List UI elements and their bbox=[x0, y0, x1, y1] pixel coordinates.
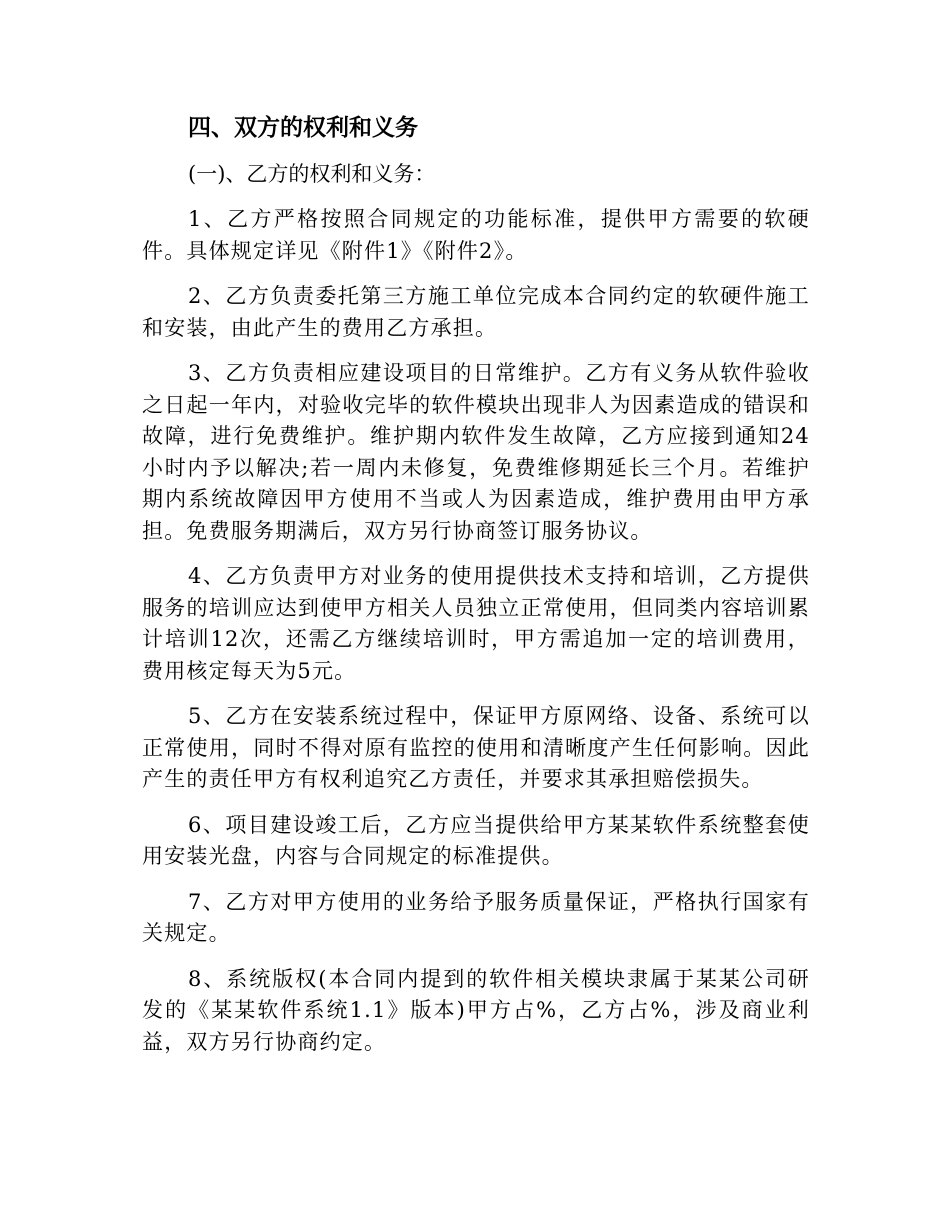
section-heading: 四、双方的权利和义务 bbox=[188, 115, 418, 141]
document-page bbox=[142, 112, 810, 1072]
clause-1: 1、乙方严格按照合同规定的功能标准，提供甲方需要的软硬件。具体规定详见《附件1》《附件2》。 bbox=[142, 207, 810, 263]
clause-2: 2、乙方负责委托第三方施工单位完成本合同约定的软硬件施工和安装，由此产生的费用乙方承担。 bbox=[142, 284, 810, 340]
clause-3: 3、乙方负责相应建设项目的日常维护。乙方有义务从软件验收之日起一年内，对验收完毕的软件模块出现非人为因素造成的错误和故障，进行免费维护。维护期内软件发生故障，乙方应接到通知24小时内予以解决;若一周内未修复，免费维修期延长三个月。若维护期内系统故障因甲方使用不当或人为因素造成，维护费用由甲方承担。免费服务期满后，双方另行协商签订服务协议。 bbox=[142, 361, 810, 543]
clause-6: 6、项目建设竣工后，乙方应当提供给甲方某某软件系统整套使用安装光盘，内容与合同规定的标准提供。 bbox=[142, 812, 810, 868]
subsection-heading: (一)、乙方的权利和义务： bbox=[188, 162, 436, 186]
clause-4: 4、乙方负责甲方对业务的使用提供技术支持和培训，乙方提供服务的培训应达到使甲方相关人员独立正常使用，但同类内容培训累计培训12次，还需乙方继续培训时，甲方需追加一定的培训费用，费用核定每天为5元。 bbox=[142, 564, 810, 683]
clause-7: 7、乙方对甲方使用的业务给予服务质量保证，严格执行国家有关规定。 bbox=[142, 889, 810, 945]
clause-5: 5、乙方在安装系统过程中，保证甲方原网络、设备、系统可以正常使用，同时不得对原有监控的使用和清晰度产生任何影响。因此产生的责任甲方有权利追究乙方责任，并要求其承担赔偿损失。 bbox=[142, 704, 810, 791]
clause-8: 8、系统版权(本合同内提到的软件相关模块隶属于某某公司研发的《某某软件系统1.1》版本)甲方占%，乙方占%，涉及商业利益，双方另行协商约定。 bbox=[142, 966, 810, 1054]
